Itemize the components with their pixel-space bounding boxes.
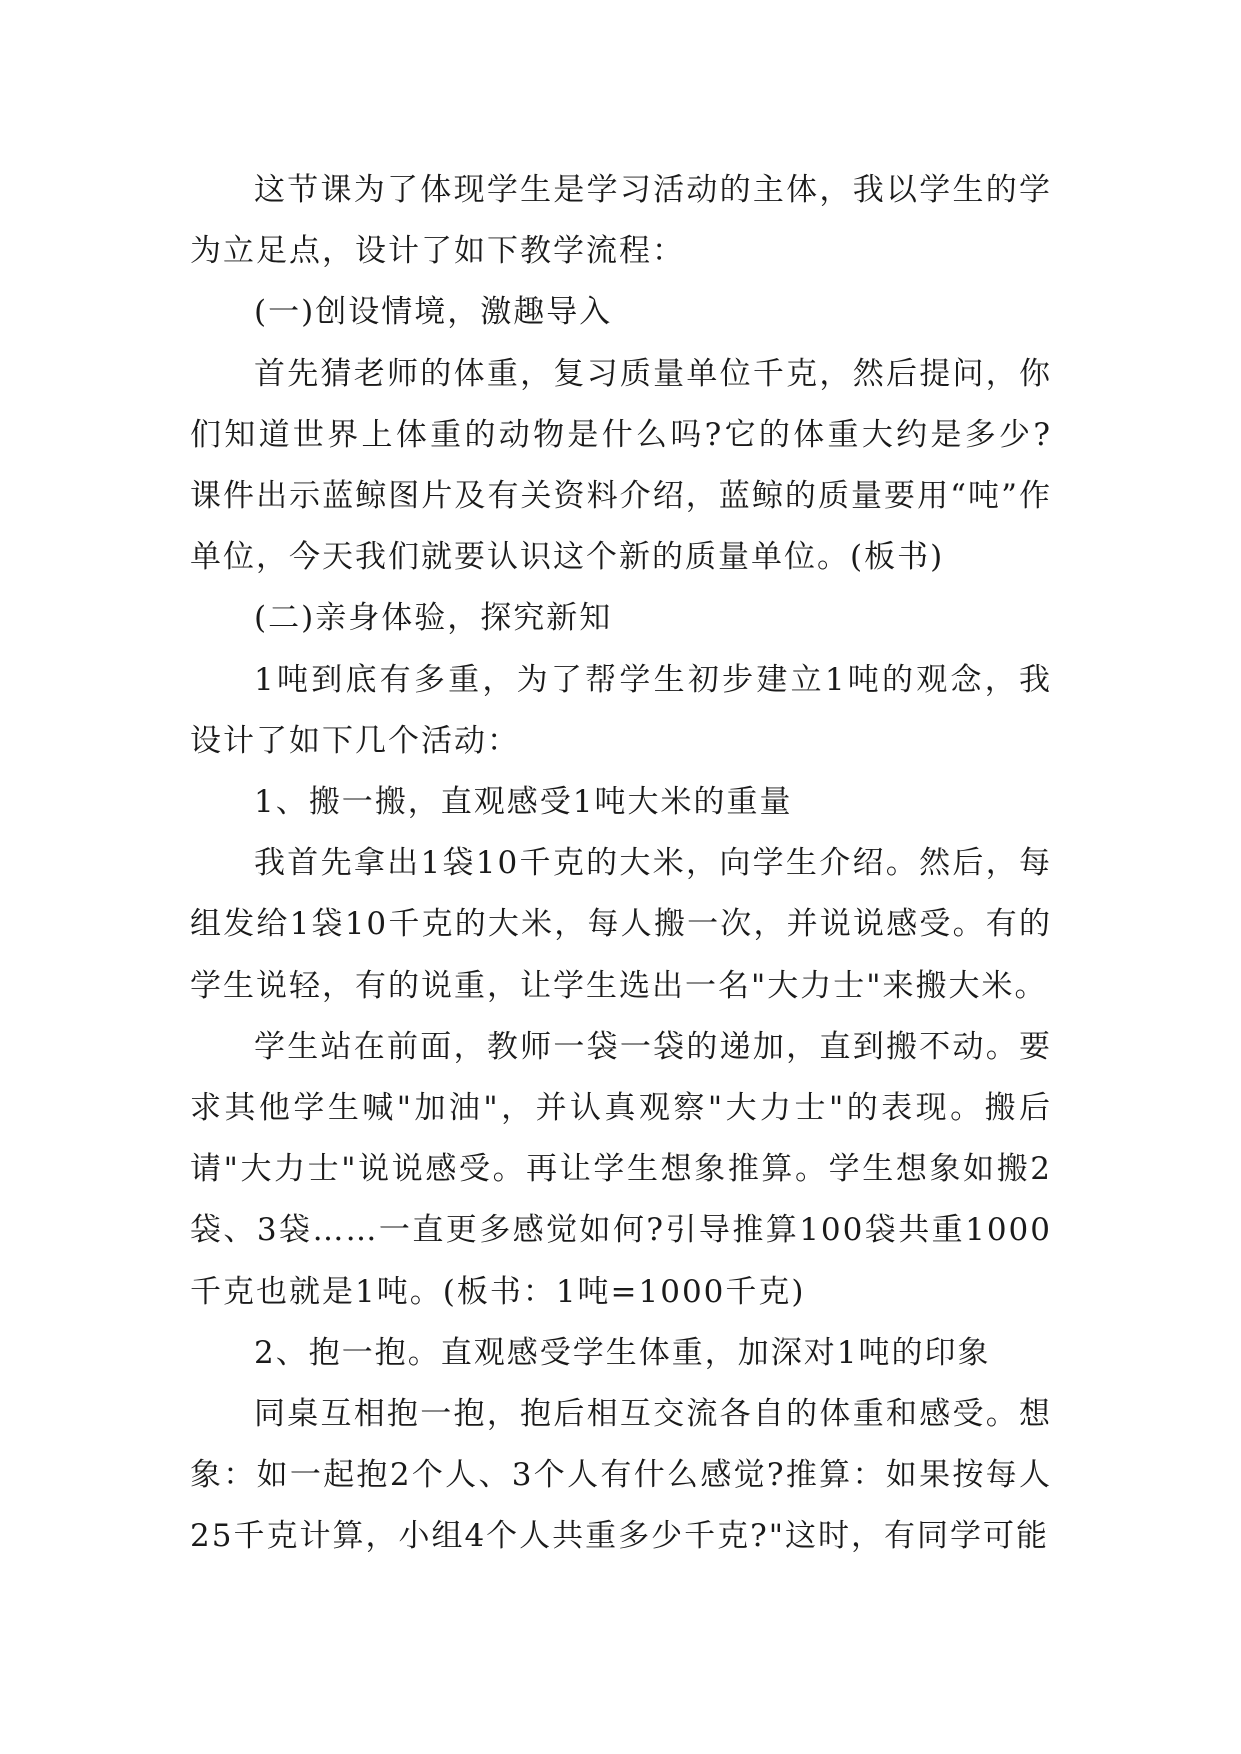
paragraph-activity-2: 同桌互相抱一抱，抱后相互交流各自的体重和感受。想象：如一起抱2个人、3个人有什么感觉?推算：如果按每人25千克计算，小组4个人共重多少千克?"这时，有同学可能 bbox=[190, 1396, 1052, 1555]
section-heading-1: (一)创设情境，激趣导入 bbox=[254, 294, 613, 331]
paragraph-activity-1a: 我首先拿出1袋10千克的大米，向学生介绍。然后，每组发给1袋10千克的大米，每人搬一次，并说说感受。有的学生说轻，有的说重，让学生选出一名"大力士"来搬大米。 bbox=[190, 845, 1052, 1004]
activity-heading-2: 2、抱一抱。直观感受学生体重，加深对1吨的印象 bbox=[254, 1334, 991, 1371]
paragraph-section-1: 首先猜老师的体重，复习质量单位千克，然后提问，你们知道世界上体重的动物是什么吗?它的体重大约是多少?课件出示蓝鲸图片及有关资料介绍，蓝鲸的质量要用“吨”作单位，今天我们就要认识这个新的质量单位。(板书) bbox=[190, 355, 1052, 576]
activity-heading-1: 1、搬一搬，直观感受1吨大米的重量 bbox=[254, 784, 793, 821]
paragraph-section-2-intro: 1吨到底有多重，为了帮学生初步建立1吨的观念，我设计了如下几个活动： bbox=[190, 661, 1052, 759]
section-heading-2: (二)亲身体验，探究新知 bbox=[254, 600, 613, 637]
document-body bbox=[190, 160, 1052, 1568]
paragraph-intro: 这节课为了体现学生是学习活动的主体，我以学生的学为立足点，设计了如下教学流程： bbox=[190, 172, 1052, 270]
paragraph-activity-1b: 学生站在前面，教师一袋一袋的递加，直到搬不动。要求其他学生喊"加油"，并认真观察"大力士"的表现。搬后请"大力士"说说感受。再让学生想象推算。学生想象如搬2袋、3袋……一直更多感觉如何?引导推算100袋共重1000千克也就是1吨。(板书：1吨=1000千克) bbox=[190, 1028, 1052, 1310]
